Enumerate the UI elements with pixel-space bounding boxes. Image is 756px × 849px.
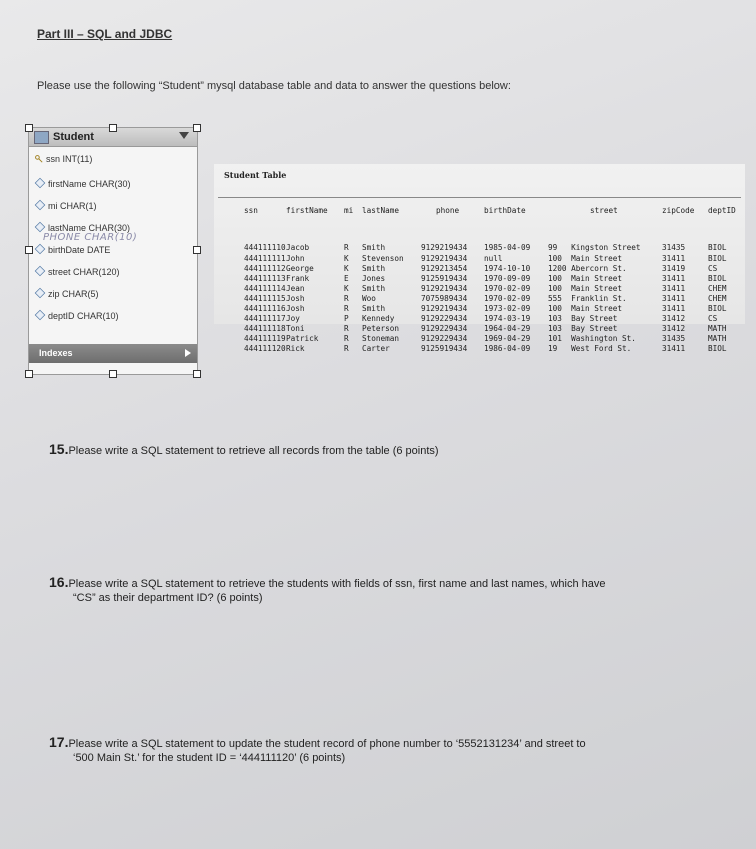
column-street (548, 186, 641, 375)
table-cell: 9129219434 (421, 243, 468, 253)
er-field: mi CHAR(1) (35, 200, 97, 211)
table-cell: 1970-02-09 (484, 293, 531, 303)
table-cell: 444111118 (244, 324, 286, 334)
table-cell: 100 Main Street (548, 253, 623, 263)
table-cell: 1970-02-09 (484, 283, 531, 293)
table-cell: John (286, 253, 305, 263)
column-birthdate (484, 186, 530, 375)
er-field: lastName CHAR(30) (35, 222, 130, 233)
table-cell: R (344, 304, 349, 314)
table-cell: 444111113 (244, 273, 286, 283)
resize-handle[interactable] (193, 370, 201, 378)
table-cell: 444111117 (244, 314, 286, 324)
table-cell: 444111120 (244, 344, 286, 354)
question-text: Please write a SQL statement to retrieve all records from the table (6 points) (68, 445, 439, 457)
table-cell: Smith (362, 283, 386, 293)
handwritten-note: PHONE CHAR(10) (43, 232, 138, 243)
table-cell: 9129219434 (421, 253, 468, 263)
student-data-table (214, 164, 745, 354)
er-field: deptID CHAR(10) (35, 310, 119, 321)
resize-handle[interactable] (25, 370, 33, 378)
er-field: ssn INT(11) (35, 154, 92, 164)
section-heading: Part III – SQL and JDBC (37, 27, 173, 41)
table-cell: 555 Franklin St. (548, 293, 627, 303)
table-cell: Kennedy (362, 314, 395, 324)
table-cell: 31411 (662, 304, 686, 314)
resize-handle[interactable] (109, 124, 117, 132)
column-header: zipCode (662, 206, 695, 216)
question-text: Please write a SQL statement to retrieve the students with fields of ssn, first name and last names, which have (68, 578, 606, 590)
table-cell: Jacob (286, 243, 310, 253)
column-phone (421, 186, 467, 375)
table-cell: CHEM (708, 293, 727, 303)
table-cell: 103 Bay Street (548, 324, 618, 334)
table-cell: 9125919434 (421, 273, 468, 283)
table-cell: 31412 (662, 324, 686, 334)
er-field: zip CHAR(5) (35, 288, 99, 299)
question-number: 17. (49, 734, 69, 750)
table-cell: 100 Main Street (548, 283, 623, 293)
table-cell: K (344, 263, 349, 273)
table-cell: 1974-10-10 (484, 263, 531, 273)
table-cell: R (344, 334, 349, 344)
table-cell: Stevenson (362, 253, 404, 263)
table-cell: K (344, 283, 349, 293)
table-cell: Smith (362, 263, 386, 273)
question-text-continued: “CS” as their department ID? (6 points) (73, 592, 263, 604)
diamond-icon (35, 178, 46, 189)
er-panel-title: Student (53, 131, 94, 143)
diamond-icon (35, 244, 46, 255)
resize-handle[interactable] (25, 246, 33, 254)
table-cell: CS (708, 314, 718, 324)
column-zipcode (662, 186, 694, 375)
column-deptid (708, 186, 736, 375)
table-cell: 103 Bay Street (548, 314, 618, 324)
indexes-bar[interactable] (29, 344, 197, 363)
table-cell: MATH (708, 324, 727, 334)
column-lastname (362, 186, 404, 375)
table-cell: BIOL (708, 253, 727, 263)
er-field: birthDate DATE (35, 244, 110, 255)
table-cell: 1986-04-09 (484, 344, 531, 354)
table-cell: R (344, 293, 349, 303)
question-number: 15. (49, 441, 69, 457)
table-cell: BIOL (708, 344, 727, 354)
question-15 (49, 441, 439, 457)
table-cell: 31411 (662, 293, 686, 303)
table-cell: R (344, 324, 349, 334)
table-cell: CHEM (708, 283, 727, 293)
table-cell: CS (708, 263, 718, 273)
table-cell: 31411 (662, 273, 686, 283)
table-cell: BIOL (708, 304, 727, 314)
table-cell: Josh (286, 304, 305, 314)
table-cell: K (344, 253, 349, 263)
er-field: street CHAR(120) (35, 266, 120, 277)
table-cell: 101 Washington St. (548, 334, 636, 344)
table-cell: R (344, 344, 349, 354)
er-field: firstName CHAR(30) (35, 178, 131, 189)
question-17 (49, 734, 586, 764)
column-firstname (286, 186, 328, 375)
resize-handle[interactable] (109, 370, 117, 378)
diamond-icon (35, 310, 46, 321)
question-number: 16. (49, 574, 69, 590)
chevron-down-icon[interactable] (179, 132, 189, 139)
table-cell: 1970-09-09 (484, 273, 531, 283)
table-cell: E (344, 273, 349, 283)
table-cell: Smith (362, 304, 386, 314)
column-header: lastName (362, 206, 400, 216)
table-cell: BIOL (708, 273, 727, 283)
table-cell: Toni (286, 324, 305, 334)
table-cell: 9129213454 (421, 263, 468, 273)
table-cell: 444111114 (244, 283, 286, 293)
column-ssn (244, 186, 286, 375)
column-header: deptID (708, 206, 736, 216)
diamond-icon (35, 288, 46, 299)
table-cell: Woo (362, 293, 376, 303)
column-header: ssn (244, 206, 258, 216)
table-cell: 1964-04-29 (484, 324, 531, 334)
resize-handle[interactable] (193, 246, 201, 254)
table-cell: Josh (286, 293, 305, 303)
column-header: phone (436, 206, 460, 216)
table-cell: 9129229434 (421, 314, 468, 324)
table-cell: 444111110 (244, 243, 286, 253)
key-icon (35, 155, 43, 163)
table-cell: 31435 (662, 243, 686, 253)
table-cell: 444111112 (244, 263, 286, 273)
chevron-right-icon[interactable] (185, 349, 191, 357)
diamond-icon (35, 222, 46, 233)
table-cell: Jean (286, 283, 305, 293)
table-cell: 99 Kingston Street (548, 243, 641, 253)
table-icon (34, 131, 49, 144)
table-cell: 444111111 (244, 253, 286, 263)
table-cell: 19 West Ford St. (548, 344, 632, 354)
table-cell: 9129229434 (421, 334, 468, 344)
indexes-label: Indexes (39, 348, 73, 358)
table-cell: Frank (286, 273, 310, 283)
column-header: birthDate (484, 206, 526, 216)
table-cell: Smith (362, 243, 386, 253)
table-cell: Jones (362, 273, 386, 283)
table-cell: 9129219434 (421, 283, 468, 293)
table-caption: Student Table (224, 170, 287, 180)
table-cell: 9129229434 (421, 324, 468, 334)
table-cell: 444111119 (244, 334, 286, 344)
table-cell: 31411 (662, 283, 686, 293)
table-cell: Rick (286, 344, 305, 354)
table-cell: 31435 (662, 334, 686, 344)
column-header: street (590, 206, 618, 216)
table-cell: P (344, 314, 349, 324)
table-cell: Patrick (286, 334, 319, 344)
table-cell: R (344, 243, 349, 253)
table-cell: BIOL (708, 243, 727, 253)
table-cell: 444111115 (244, 293, 286, 303)
table-cell: 100 Main Street (548, 273, 623, 283)
table-cell: null (484, 253, 503, 263)
column-mi (344, 186, 363, 375)
table-cell: 1985-04-09 (484, 243, 531, 253)
table-cell: MATH (708, 334, 727, 344)
resize-handle[interactable] (25, 124, 33, 132)
table-cell: 1973-02-09 (484, 304, 531, 314)
diamond-icon (35, 266, 46, 277)
diamond-icon (35, 200, 46, 211)
table-cell: 100 Main Street (548, 304, 623, 314)
question-16 (49, 574, 606, 604)
table-cell: Stoneman (362, 334, 400, 344)
table-cell: 31411 (662, 253, 686, 263)
table-cell: 31411 (662, 344, 686, 354)
table-cell: 7075989434 (421, 293, 468, 303)
column-header: mi (344, 206, 354, 216)
student-er-panel (28, 127, 198, 375)
table-cell: Joy (286, 314, 300, 324)
column-header: firstName (286, 206, 328, 216)
resize-handle[interactable] (193, 124, 201, 132)
table-cell: Carter (362, 344, 390, 354)
question-text-continued: ‘500 Main St.’ for the student ID = ‘444111120’ (6 points) (73, 752, 346, 764)
table-cell: George (286, 263, 314, 273)
table-cell: 9125919434 (421, 344, 468, 354)
table-cell: 1974-03-19 (484, 314, 531, 324)
question-text: Please write a SQL statement to update the student record of phone number to ‘5552131234’ and street to (68, 738, 586, 750)
table-cell: 9129219434 (421, 304, 468, 314)
table-cell: 1969-04-29 (484, 334, 531, 344)
table-cell: 444111116 (244, 304, 286, 314)
table-cell: 31419 (662, 263, 686, 273)
table-cell: 1200 Abercorn St. (548, 263, 627, 273)
intro-text: Please use the following “Student” mysql database table and data to answer the questions below: (37, 80, 511, 92)
table-cell: Peterson (362, 324, 400, 334)
table-cell: 31412 (662, 314, 686, 324)
